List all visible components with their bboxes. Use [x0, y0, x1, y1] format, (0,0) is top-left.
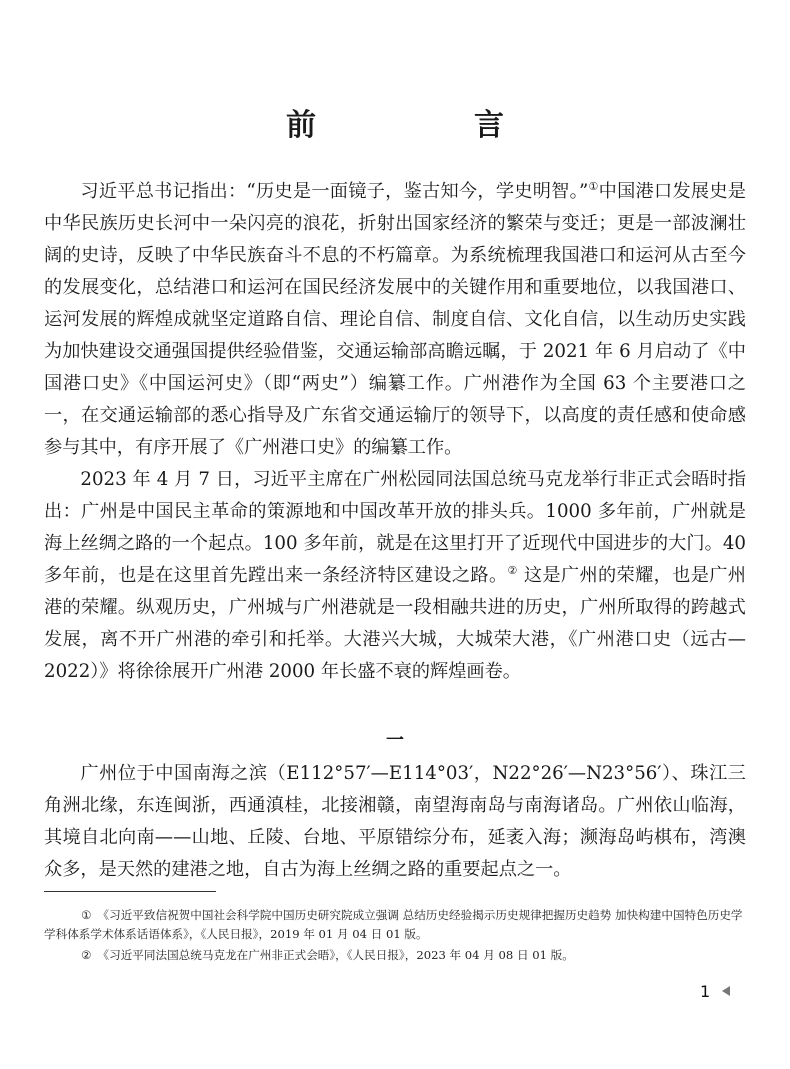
paragraph-3: 广州位于中国南海之滨（E112°57′—E114°03′，N22°26′—N23°56′）、珠江三角洲北缘，东连闽浙，西通滇桂，北接湘赣，南望海南岛与南海诸岛。广州依山临海，其境自北向南——山地、丘陵、台地、平原错综分布，延袤入海；濒海岛屿棋布，湾澳众多，是天然的建港之地，自古为海上丝绸之路的重要起点之一。: [44, 763, 746, 880]
document-page: [44, 0, 746, 1069]
paragraph-1-text-a: 习近平总书记指出：“历史是一面镜子，鉴古知今，学史明智。”: [80, 181, 589, 202]
page-title: 前 言: [286, 108, 568, 144]
footnote-number: ①: [81, 908, 92, 922]
paragraph-2-text-a: 2023 年 4 月 7 日，习近平主席在广州松园同法国总统马克龙举行非正式会晤时指出：广州是中国民主革命的策源地和中国改革开放的排头兵。1000 多年前，广州就是海上丝绸之路的一个起点。100 多年前，就是在这里打开了近现代中国进步的大门。40 多年前，也是在这里首先蹚出来一条经济特区建设之路。: [44, 469, 746, 586]
paragraph-1-text-b: 中国港口发展史是中华民族历史长河中一朵闪亮的浪花，折射出国家经济的繁荣与变迁；更是一部波澜壮阔的史诗，反映了中华民族奋斗不息的不朽篇章。为系统梳理我国港口和运河从古至今的发展变化，总结港口和运河在国民经济发展中的关键作用和重要地位，以我国港口、运河发展的辉煌成就坚定道路自信、理论自信、制度自信、文化自信，以生动历史实践为加快建设交通强国提供经验借鉴，交通运输部高瞻远瞩，于 2021 年 6 月启动了《中国港口史》《中国运河史》（即“两史”）编纂工作。广州港作为全国 63 个主要港口之一，在交通运输部的悉心指导及广东省交通运输厅的领导下，以高度的责任感和使命感参与其中，有序开展了《广州港口史》的编纂工作。: [44, 181, 746, 458]
paragraph-2: [44, 464, 746, 688]
paragraph-2-text-b: 这是广州的荣耀，也是广州港的荣耀。纵观历史，广州城与广州港就是一段相融共进的历史，广州所取得的跨越式发展，离不开广州港的牵引和托举。大港兴大城，大城荣大港，《广州港口史（远古—2022）》将徐徐展开广州港 2000 年长盛不衰的辉煌画卷。: [44, 565, 746, 682]
footnote-number: ②: [81, 948, 92, 962]
triangle-left-icon: [722, 986, 730, 996]
footnote-ref-1[interactable]: ①: [588, 179, 599, 193]
footnote-text: 《习近平同法国总统马克龙在广州非正式会晤》，《人民日报》，2023 年 04 月 08 日 01 版。: [97, 948, 574, 962]
page-number: 1: [700, 982, 711, 1001]
footnote-1: [44, 906, 746, 944]
footnotes: [44, 906, 746, 967]
section-body: [44, 758, 746, 886]
footnote-2: [44, 946, 746, 965]
footnote-text: 《习近平致信祝贺中国社会科学院中国历史研究院成立强调 总结历史经验揭示历史规律把握历史趋势 加快构建中国特色历史学学科体系学术体系话语体系》，《人民日报》，2019 年 01 月 04 日 01 版。: [44, 908, 743, 941]
preface-body: [44, 176, 746, 688]
footnote-divider: [44, 891, 216, 892]
footnote-ref-2[interactable]: ②: [507, 563, 518, 577]
section-heading: 一: [386, 730, 404, 751]
paragraph-1: [44, 176, 746, 464]
